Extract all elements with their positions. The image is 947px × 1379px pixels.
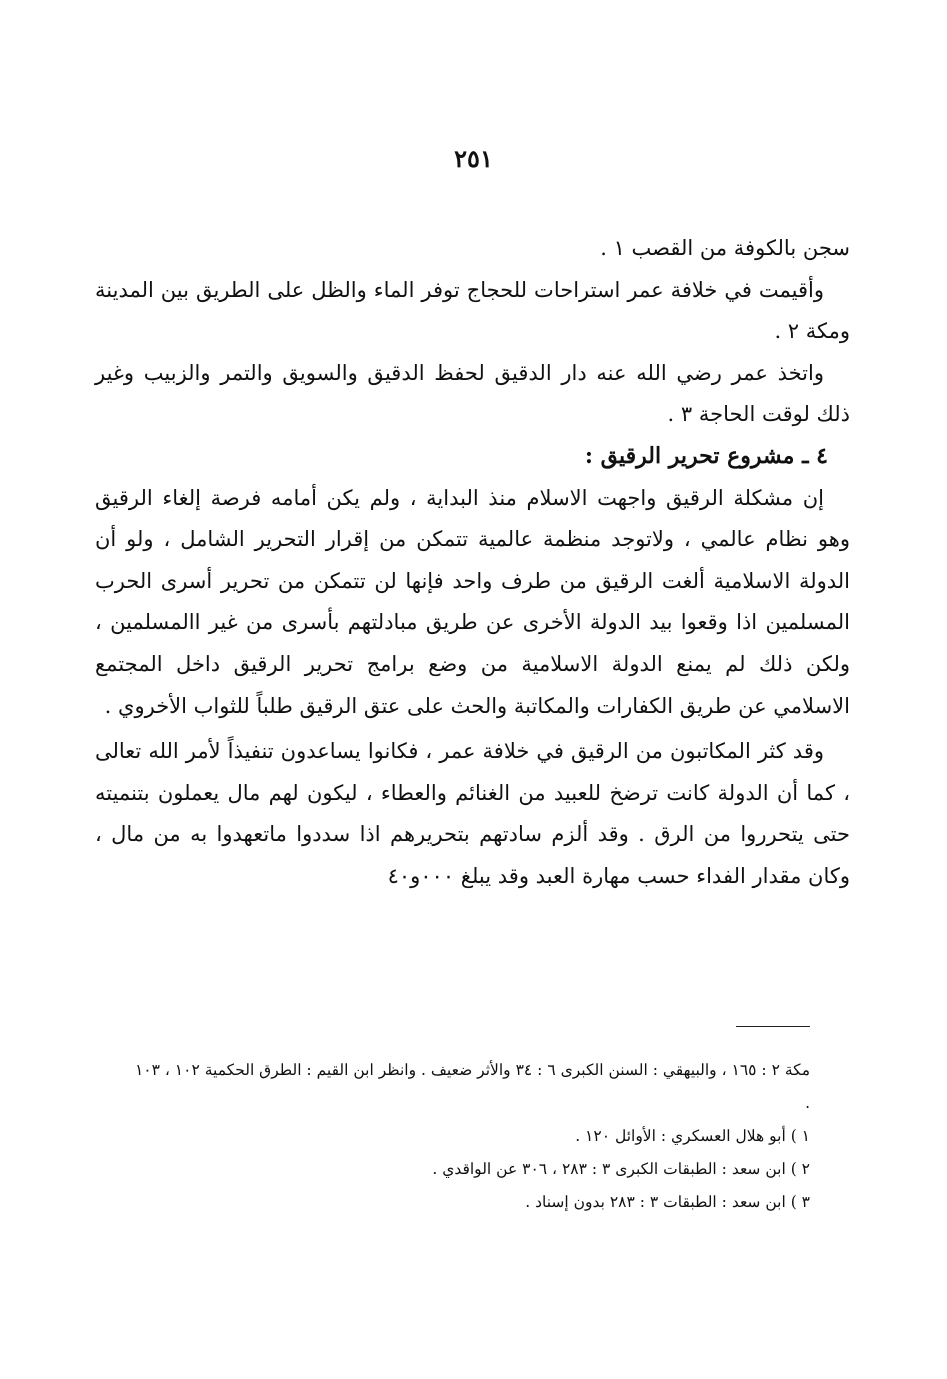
body-text (95, 228, 850, 898)
paragraph-4: إن مشكلة الرقيق واجهت الاسلام منذ البداية ، ولم يكن أمامه فرصة إلغاء الرقيق وهو نظام عالمي ، ولاتوجد منظمة عالمية تتمكن من إقرار التحرير الشامل ، ولو أن الدولة الاسلامية ألغت الرقيق من طرف واحد فإنها لن تتمكن من تحرير أسرى الحرب المسلمين اذا وقعوا بيد الدولة الأخرى عن طريق مبادلتهم بأسرى من غير االمسلمين ، ولكن ذلك لم يمنع الدولة الاسلامية من وضع برامج تحرير الرقيق داخل المجتمع الاسلامي عن طريق الكفارات والمكاتبة والحث على عتق الرقيق طلباً للثواب الأخروي . (95, 485, 850, 718)
paragraph-3: واتخذ عمر رضي الله عنه دار الدقيق لحفظ الدقيق والسويق والتمر والزبيب وغير ذلك لوقت الحاجة ٣ . (95, 360, 850, 427)
paragraph-1: سجن بالكوفة من القصب ١ . (600, 236, 850, 260)
footnote-divider (736, 1026, 810, 1027)
footnotes (134, 1054, 810, 1219)
footnote-2: ٢ ) ابن سعد : الطبقات الكبرى ٣ : ٢٨٣ ، ٣٠٦ عن الواقدي . (432, 1160, 810, 1178)
footnote-1: ١ ) أبو هلال العسكري : الأوائل ١٢٠ . (575, 1127, 810, 1145)
page-number: ٢٥١ (454, 144, 493, 173)
section-heading: ٤ ـ مشروع تحرير الرقيق : (584, 442, 828, 469)
paragraph-5: وقد كثر المكاتبون من الرقيق في خلافة عمر ، فكانوا يساعدون تنفيذاً لأمر الله تعالى ، كما أن الدولة كانت ترضخ للعبيد من الغنائم والعطاء ، ليكون لهم مال يعملون بتنميته حتى يتحرروا من الرق . وقد ألزم سادتهم بتحريرهم اذا سددوا ماتعهدوا به من مال ، وكان مقدار الفداء حسب مهارة العبد وقد يبلغ ٠٠٠و٤٠ (95, 739, 850, 888)
paragraph-2: وأقيمت في خلافة عمر استراحات للحجاج توفر الماء والظل على الطريق بين المدينة ومكة ٢ . (95, 277, 850, 344)
footnote-3: ٣ ) ابن سعد : الطبقات ٣ : ٢٨٣ بدون إسناد . (525, 1193, 810, 1211)
footnote-continued: مكة ٢ : ١٦٥ ، والبيهقي : السنن الكبرى ٦ : ٣٤ والأثر ضعيف . وانظر ابن القيم : الطرق الحكمية ١٠٢ ، ١٠٣ . (134, 1061, 810, 1112)
